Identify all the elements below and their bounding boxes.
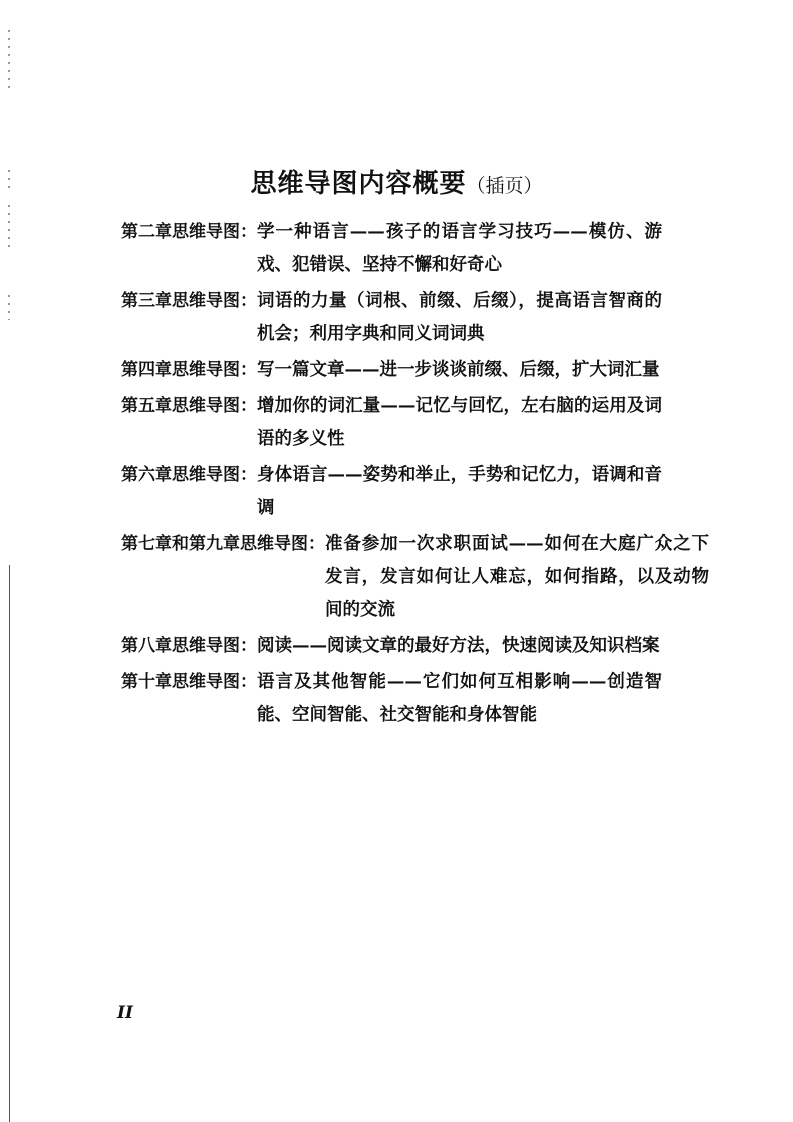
scan-margin-line [9, 565, 10, 1122]
entry-description: 学一种语言——孩子的语言学习技巧——模仿、游戏、犯错误、坚持不懈和好奇心 [257, 222, 662, 275]
mind-map-contents-list [121, 216, 711, 735]
contents-entry [121, 459, 711, 525]
page-title [0, 163, 793, 200]
entry-chapter-label: 第八章思维导图： [121, 636, 257, 656]
scan-margin-dots [8, 205, 10, 250]
entry-description: 写一篇文章——进一步谈谈前缀、后缀，扩大词汇量 [257, 360, 660, 380]
entry-description: 词语的力量（词根、前缀、后缀），提高语言智商的机会；利用字典和同义词词典 [257, 291, 662, 344]
entry-chapter-label: 第五章思维导图： [121, 396, 257, 416]
contents-entry [121, 285, 711, 351]
contents-entry [121, 216, 711, 282]
entry-chapter-label: 第七章和第九章思维导图： [121, 534, 325, 554]
page-title-text: 思维导图内容概要 [250, 169, 467, 200]
page-title-note: （插页） [466, 175, 543, 198]
entry-chapter-label: 第六章思维导图： [121, 465, 257, 485]
contents-entry [121, 666, 711, 732]
entry-chapter-label: 第三章思维导图： [121, 291, 257, 311]
entry-chapter-label: 第四章思维导图： [121, 360, 257, 380]
scan-margin-dots [8, 30, 10, 90]
page-number: II [117, 1003, 133, 1023]
entry-description: 语言及其他智能——它们如何互相影响——创造智能、空间智能、社交智能和身体智能 [257, 672, 662, 725]
entry-description: 准备参加一次求职面试——如何在大庭广众之下发言，发言如何让人难忘，如何指路，以及动物间的交流 [325, 534, 709, 620]
entry-description: 增加你的词汇量——记忆与回忆，左右脑的运用及词语的多义性 [257, 396, 662, 449]
entry-description: 身体语言——姿势和举止，手势和记忆力，语调和音调 [257, 465, 662, 518]
scan-margin-dots [8, 295, 10, 320]
entry-chapter-label: 第二章思维导图： [121, 222, 257, 242]
contents-entry [121, 390, 711, 456]
contents-entry [121, 354, 711, 387]
entry-description: 阅读——阅读文章的最好方法，快速阅读及知识档案 [257, 636, 660, 656]
entry-chapter-label: 第十章思维导图： [121, 672, 257, 692]
contents-entry [121, 630, 711, 663]
contents-entry [121, 528, 711, 627]
